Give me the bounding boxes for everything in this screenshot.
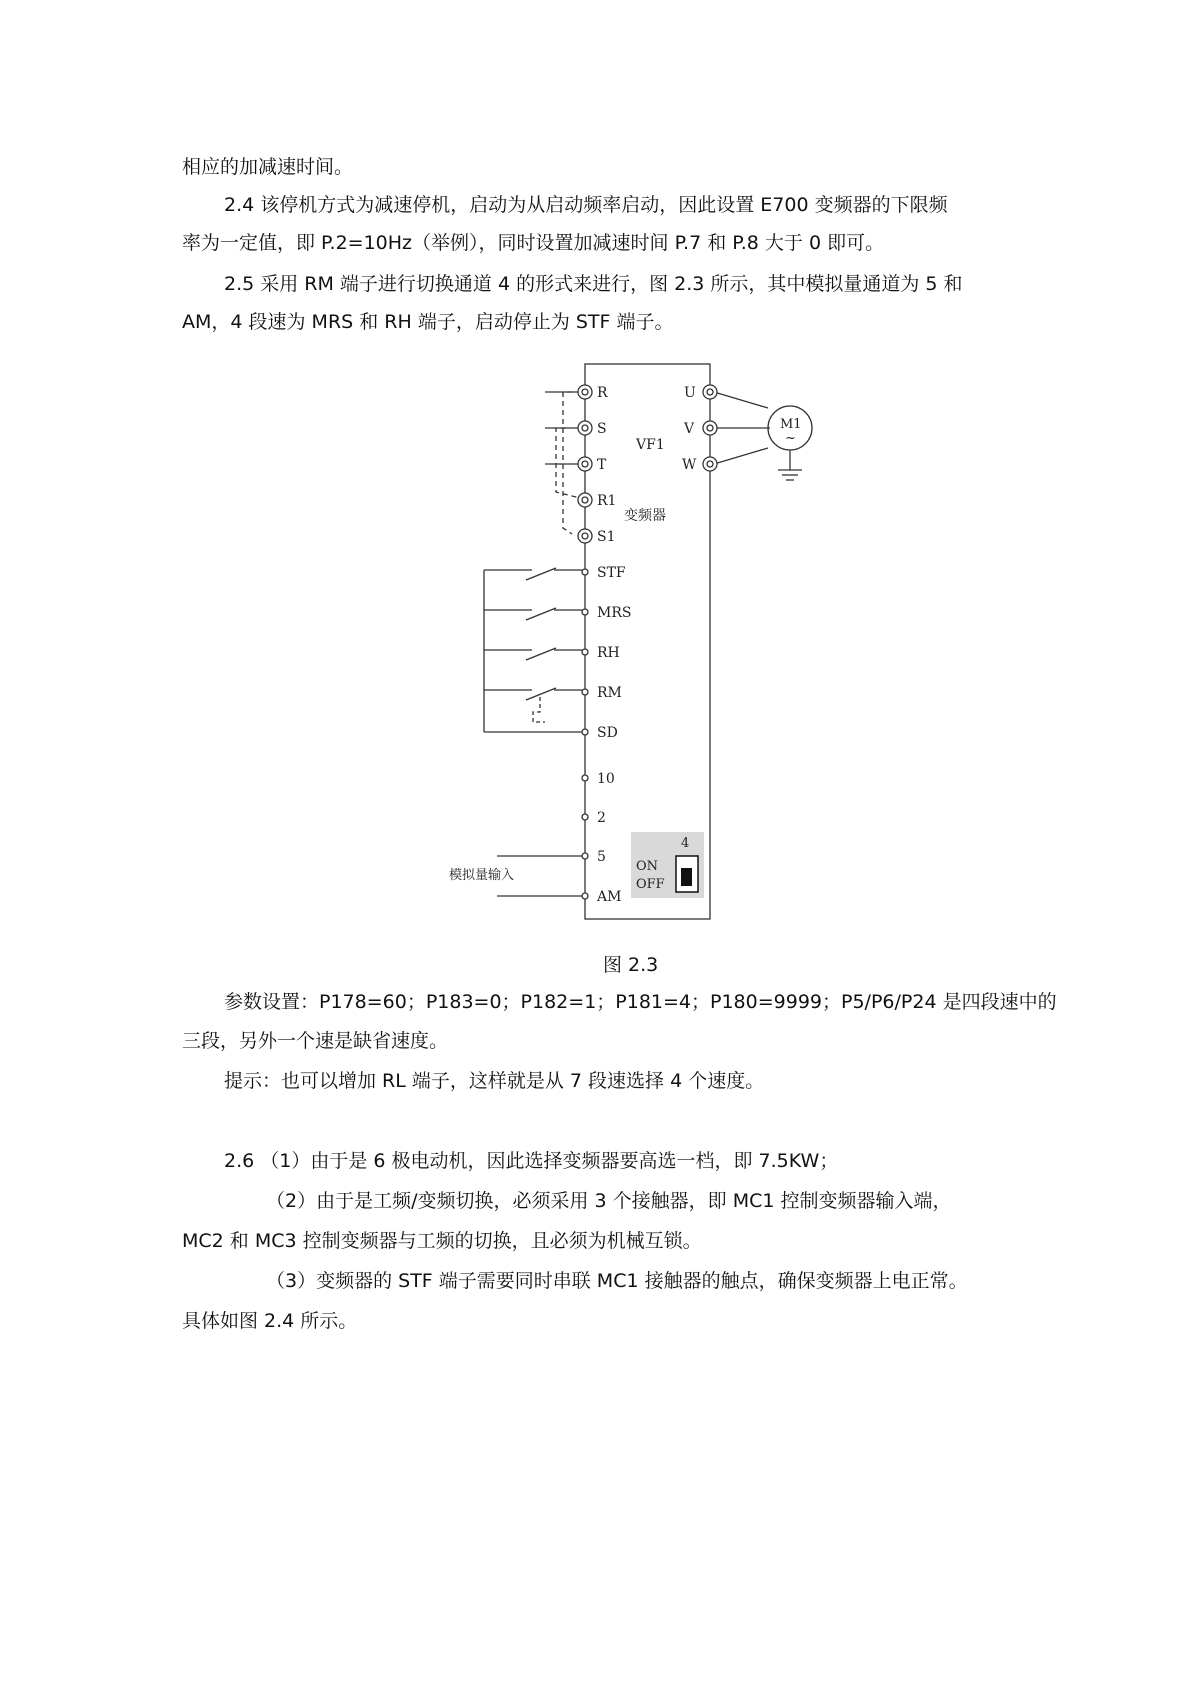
terminal-S1-label: S1 [597,529,616,545]
dip-switch-off-label: OFF [636,877,665,892]
paragraph-line: 2.5 采用 RM 端子进行切换通道 4 的形式来进行，图 2.3 所示，其中模拟量通道为 5 和 [224,273,963,295]
paragraph-line: 相应的加减速时间。 [182,156,354,178]
terminal-2-label: 2 [597,810,606,826]
paragraph-line: 2.4 该停机方式为减速停机，启动为从启动频率启动，因此设置 E700 变频器的下限频 [224,194,948,216]
terminal-5-label: 5 [597,849,606,865]
dip-switch-lever [681,868,692,886]
terminal-R-label: R [597,385,608,401]
wiring-diagram [420,350,840,930]
figure-caption: 图 2.3 [603,954,659,976]
paragraph-line: 具体如图 2.4 所示。 [182,1310,358,1332]
paragraph-line: 率为一定值，即 P.2=10Hz（举例），同时设置加减速时间 P.7 和 P.8 大于 0 即可。 [182,232,885,254]
motor-label: M1 [780,417,802,432]
terminal-SD-label: SD [597,725,618,741]
paragraph-line: AM，4 段速为 MRS 和 RH 端子，启动停止为 STF 端子。 [182,311,674,333]
terminal-V-label: V [684,421,695,437]
terminal-U-label: U [684,385,696,401]
paragraph-line: MC2 和 MC3 控制变频器与工频的切换，且必须为机械互锁。 [182,1230,702,1252]
paragraph-line: 提示：也可以增加 RL 端子，这样就是从 7 段速选择 4 个速度。 [224,1070,765,1092]
terminal-MRS-label: MRS [597,605,632,621]
terminal-W-label: W [682,457,697,473]
analog-input-label: 模拟量输入 [449,868,515,883]
paragraph-line: 三段，另外一个速是缺省速度。 [182,1030,449,1052]
terminal-10-label: 10 [597,771,615,787]
device-name: 变频器 [624,508,666,524]
paragraph-line: （2）由于是工频/变频切换，必须采用 3 个接触器，即 MC1 控制变频器输入端， [266,1190,952,1212]
dip-switch-number: 4 [681,836,690,851]
motor-symbol-text: ~ [785,431,796,446]
paragraph-line: 参数设置：P178=60；P183=0；P182=1；P181=4；P180=9999；P5/P6/P24 是四段速中的 [224,991,1057,1013]
terminal-RH-label: RH [597,645,620,661]
device-label: VF1 [636,437,665,453]
terminal-RM-label: RM [597,685,622,701]
terminal-S-label: S [597,421,607,437]
terminal-T-label: T [597,457,607,473]
terminal-AM-label: AM [597,889,622,905]
terminal-STF-label: STF [597,565,626,581]
terminal-R1-label: R1 [597,493,617,509]
paragraph-line: （3）变频器的 STF 端子需要同时串联 MC1 接触器的触点，确保变频器上电正常。 [266,1270,968,1292]
paragraph-line: 2.6 （1）由于是 6 极电动机，因此选择变频器要高选一档，即 7.5KW； [224,1150,839,1172]
dip-switch-on-label: ON [636,859,659,874]
